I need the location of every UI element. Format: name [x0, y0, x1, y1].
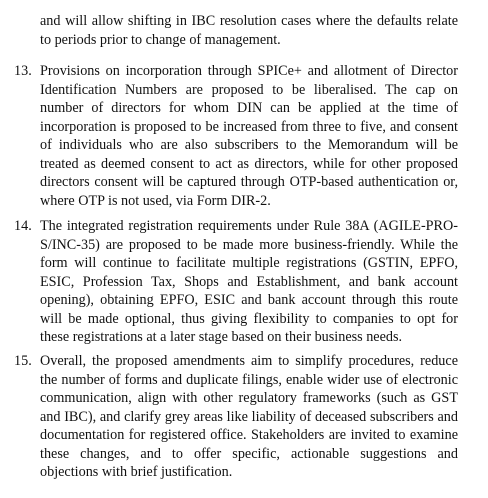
numbered-paragraph-14 [14, 217, 458, 347]
paragraph-text: Overall, the proposed amendments aim to simplify procedures, reduce the number of forms and duplicate filings, enable wider use of electronic communication, align with other regulatory frameworks (such as GST and IBC), and clarify grey areas like liability of deceased subscribers and documentation for registered office. Stakeholders are invited to examine these changes, and to offer specific, actionable suggestions and objections with brief justification. [40, 353, 458, 480]
numbered-paragraph-13 [14, 62, 458, 210]
paragraph-text: Provisions on incorporation through SPICe+ and allotment of Director Identification Numbers are proposed to be liberalised. The cap on number of directors for whom DIN can be applied at the time of incorporation is proposed to be increased from three to five, and consent of individuals who are also subscribers to the Memorandum will be treated as deemed consent to act as directors, while for other proposed directors consent will be captured through OTP-based authentication or, where OTP is not used, via Form DIR-2. [40, 63, 458, 209]
numbered-paragraph-15 [14, 352, 458, 482]
paragraph-number: 15. [14, 353, 32, 369]
paragraph-number: 14. [14, 218, 32, 234]
continuation-paragraph: and will allow shifting in IBC resolution cases where the defaults relate to periods prior to change of management. [40, 13, 458, 48]
paragraph-number: 13. [14, 63, 32, 79]
paragraph-text: The integrated registration requirements under Rule 38A (AGILE-PRO-S/INC-35) are proposed to be made more business-friendly. While the form will continue to facilitate multiple registrations (GSTIN, EPFO, ESIC, Profession Tax, Shops and Establishment, and bank account opening), obtaining EPFO, ESIC and bank account through this route will be made optional, thus giving flexibility to companies to opt for these registrations at a later stage based on their business needs. [40, 218, 458, 345]
